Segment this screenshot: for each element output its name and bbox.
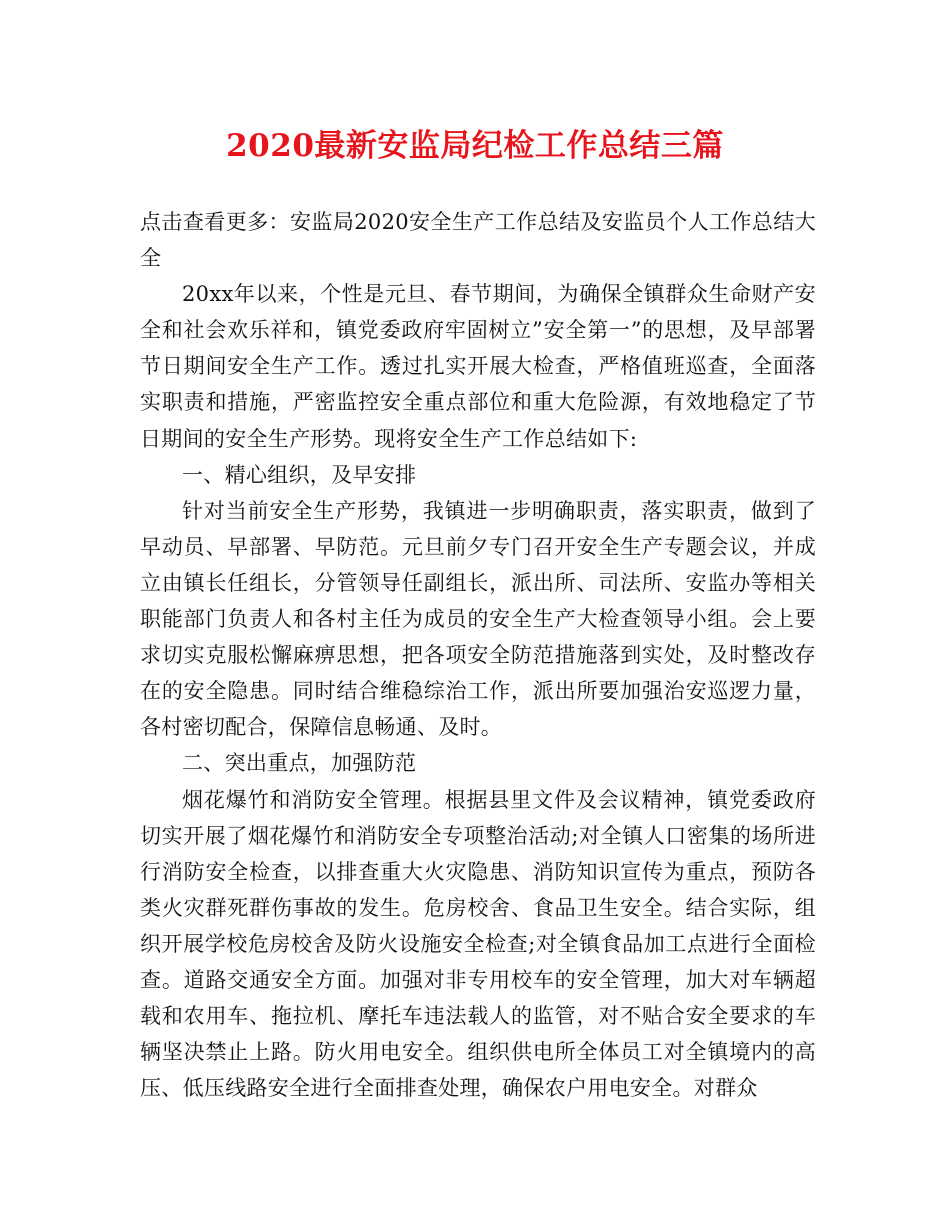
section-heading-2: 二、突出重点，加强防范 bbox=[182, 751, 417, 776]
intro-paragraph: 20xx年以来，个性是元旦、春节期间，为确保全镇群众生命财产安全和社会欢乐祥和，镇党委政府牢固树立”安全第一”的思想，及早部署节日期间安全生产工作。透过扎实开展大检查，严格值班巡查，全面落实职责和措施，严密监控安全重点部位和重大危险源，有效地稳定了节日期间的安全生产形势。现将安全生产工作总结如下: bbox=[140, 282, 816, 451]
document-body bbox=[140, 204, 816, 1106]
section-1-paragraph: 针对当前安全生产形势，我镇进一步明确职责，落实职责，做到了早动员、早部署、早防范。元旦前夕专门召开安全生产专题会议，并成立由镇长任组长，分管领导任副组长，派出所、司法所、安监办等相关职能部门负责人和各村主任为成员的安全生产大检查领导小组。会上要求切实克服松懈麻痹思想，把各项安全防范措施落到实处，及时整改存在的安全隐患。同时结合维稳综治工作，派出所要加强治安巡逻力量，各村密切配合，保障信息畅通、及时。 bbox=[140, 498, 816, 740]
section-2-paragraph: 烟花爆竹和消防安全管理。根据县里文件及会议精神，镇党委政府切实开展了烟花爆竹和消防安全专项整治活动;对全镇人口密集的场所进行消防安全检查，以排查重大火灾隐患、消防知识宣传为重点，预防各类火灾群死群伤事故的发生。危房校舍、食品卫生安全。结合实际，组织开展学校危房校舍及防火设施安全检查;对全镇食品加工点进行全面检查。道路交通安全方面。加强对非专用校车的安全管理，加大对车辆超载和农用车、拖拉机、摩托车违法载人的监管，对不贴合安全要求的车辆坚决禁止上路。防火用电安全。组织供电所全体员工对全镇境内的高压、低压线路安全进行全面排查处理，确保农户用电安全。对群众 bbox=[140, 787, 816, 1101]
related-link-line: 点击查看更多：安监局2020安全生产工作总结及安监员个人工作总结大全 bbox=[140, 210, 816, 271]
section-heading-1: 一、精心组织，及早安排 bbox=[182, 462, 417, 487]
document-title: 2020最新安监局纪检工作总结三篇 bbox=[226, 128, 724, 164]
